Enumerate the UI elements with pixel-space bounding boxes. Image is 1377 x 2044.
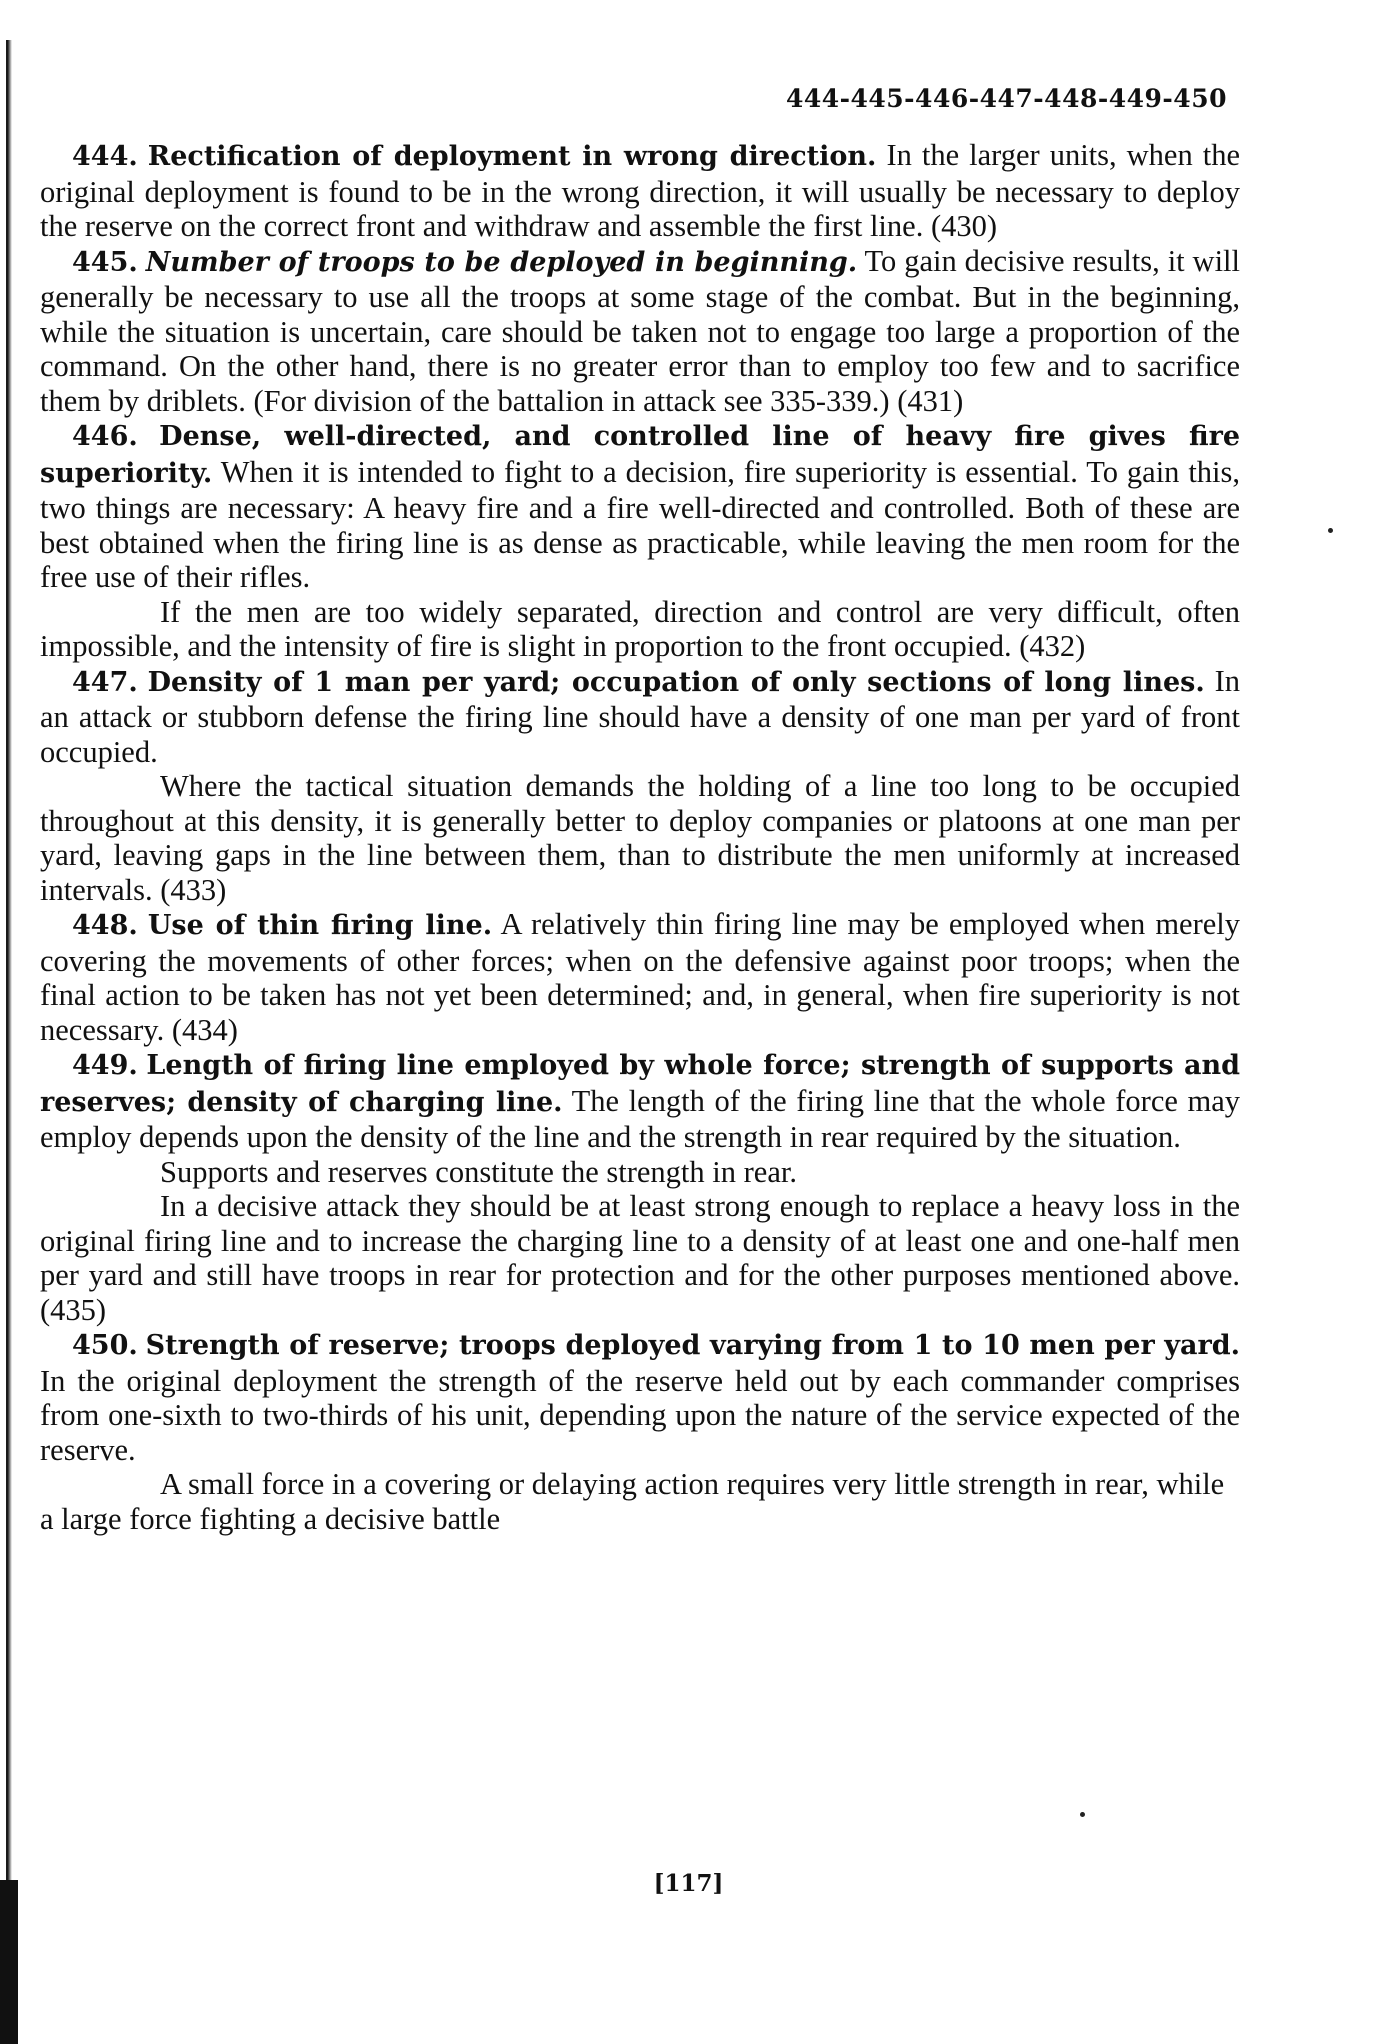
section-number: 449. xyxy=(72,1050,138,1081)
page-number: [117] xyxy=(653,1870,724,1897)
section-heading: Number of troops to be deployed in beginning. xyxy=(145,246,858,278)
section-number: 447. xyxy=(72,666,138,698)
paragraph: When it is intended to fight to a decision, fire superiority is essential. To gain this, two things are necessary: A heavy fire and a fire well-directed and controlled. Both of these are best obtained when the firing line is as dense as practicable, while leaving the men room for the free use of their rifles. xyxy=(40,454,1241,594)
section-heading: Length of firing line employed by whole force; strength of supports and reserves; density of charging line. xyxy=(40,1050,1240,1118)
scan-speck xyxy=(1080,1812,1085,1817)
section-heading: Strength of reserve; troops deployed varying from 1 to 10 men per yard. xyxy=(145,1330,1240,1361)
section-number: 448. xyxy=(72,910,138,941)
section-450 xyxy=(40,1327,1240,1467)
section-heading: Density of 1 man per yard; occupation of only sections of long lines. xyxy=(147,666,1205,698)
body-text xyxy=(40,138,1240,1536)
paragraph: Supports and reserves constitute the strength in rear. xyxy=(160,1154,797,1189)
paragraph: In the original deployment the strength of the reserve held out by each commander comprises from one-sixth to two-thirds of his unit, depending upon the nature of the service expected of the reserve. xyxy=(40,1363,1240,1467)
section-number: 450. xyxy=(72,1330,138,1361)
scan-speck xyxy=(1328,528,1333,533)
section-number: 444. xyxy=(72,141,138,172)
paragraph: In an attack or stubborn defense the firing line should have a density of one man per yard of front occupied. xyxy=(40,663,1241,769)
section-number: 445. xyxy=(72,246,138,278)
paragraph: To gain decisive results, it will generally be necessary to use all the troops at some stage of the combat. But in the beginning, while the situation is uncertain, care should be taken not to engage too large a proportion of the command. On the other hand, there is no greater error than to employ too few and to sacrifice them by driblets. (For division of the battalion in attack see 335-339.) (431) xyxy=(40,243,1241,418)
paragraph: A small force in a covering or delaying action requires very little strength in rear, while a large force fighting a decisive battle xyxy=(40,1467,1225,1536)
section-449 xyxy=(40,1047,1240,1155)
paragraph: The length of the firing line that the whole force may employ depends upon the density of the line and the strength in rear required by the situation. xyxy=(40,1083,1240,1154)
section-number: 446. xyxy=(72,421,138,452)
page-header: 444-445-446-447-448-449-450 xyxy=(785,84,1227,113)
section-445 xyxy=(40,244,1240,419)
paragraph: A relatively thin firing line may be employed when merely covering the movements of other forces; when on the defensive against poor troops; when the final action to be taken has not yet been determined; and, in general, when fire superiority is not necessary. (434) xyxy=(40,907,1241,1047)
section-heading: Use of thin firing line. xyxy=(147,910,493,941)
paragraph: In a decisive attack they should be at least strong enough to replace a heavy loss in the original firing line and to increase the charging line to a density of at least one and one-half men per yard and still have troops in rear for protection and for the other purposes mentioned above. (435) xyxy=(40,1189,1240,1327)
paragraph: If the men are too widely separated, direction and control are very difficult, often impossible, and the intensity of fire is slight in proportion to the front occupied. (432) xyxy=(40,594,1240,663)
section-447 xyxy=(40,664,1240,770)
section-heading: Dense, well-directed, and controlled line of heavy fire gives fire superiority. xyxy=(40,421,1241,489)
paragraph: Where the tactical situation demands the holding of a line too long to be occupied throughout at this density, it is generally better to deploy companies or platoons at one man per yard, leaving gaps in the line between them, than to distribute the men uniformly at increased intervals. (433) xyxy=(40,769,1240,907)
section-448 xyxy=(40,907,1240,1047)
section-446 xyxy=(40,418,1240,595)
section-heading: Rectification of deployment in wrong direction. xyxy=(147,141,877,172)
section-444 xyxy=(40,138,1240,244)
scan-left-edge xyxy=(6,40,12,2030)
paragraph: In the larger units, when the original deployment is found to be in the wrong direction, it will usually be necessary to deploy the reserve on the correct front and withdraw and assemble the first line. (430) xyxy=(40,138,1240,243)
scan-edge-shadow xyxy=(0,1880,18,2044)
